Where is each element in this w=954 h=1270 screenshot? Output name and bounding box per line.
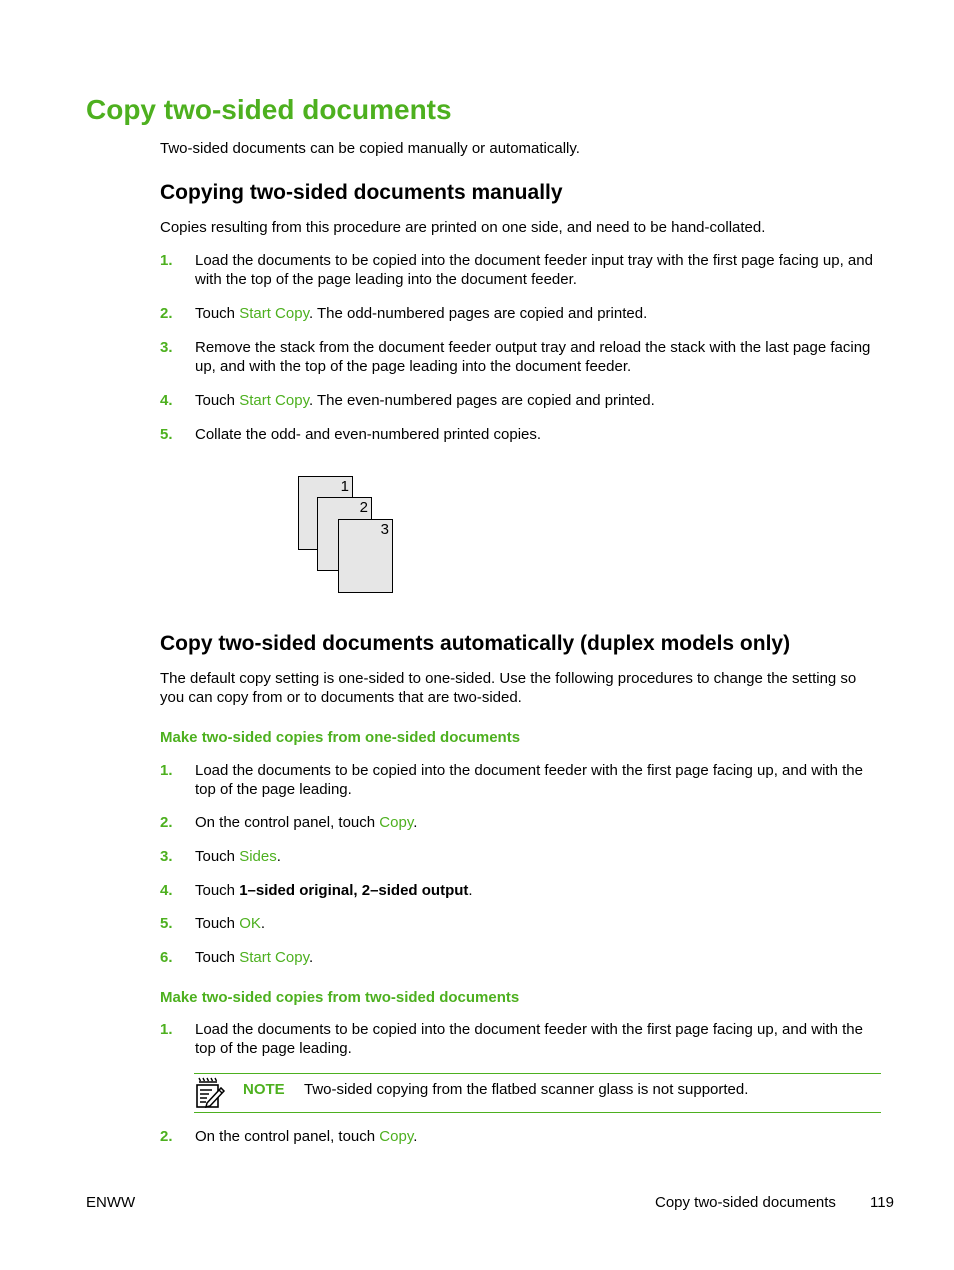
option-label: 1–sided original, 2–sided output <box>239 882 469 899</box>
collated-pages-illustration <box>296 475 398 597</box>
copy-link: Copy <box>379 1128 414 1145</box>
step-text: Load the documents to be copied into the document feeder input tray with the first page facing up, and with the top of the page leading into the document feeder. <box>195 252 873 288</box>
step-text: Touch Start Copy. <box>195 949 314 966</box>
intro-text: Two-sided documents can be copied manually or automatically. <box>160 140 580 157</box>
step-number: 5. <box>160 426 173 443</box>
step-number: 3. <box>160 339 173 356</box>
footer-left: ENWW <box>86 1194 136 1211</box>
footer-section-title: Copy two-sided documents <box>655 1194 836 1211</box>
page-title: Copy two-sided documents <box>86 94 452 125</box>
manual-intro-text: Copies resulting from this procedure are printed on one side, and need to be hand-collated. <box>160 219 766 236</box>
step-text: Touch Start Copy. The odd-numbered pages are copied and printed. <box>195 305 648 322</box>
step-number: 1. <box>160 252 173 269</box>
step-number: 4. <box>160 392 173 409</box>
step-text: Touch OK. <box>195 915 266 932</box>
step-number: 3. <box>160 848 173 865</box>
page-number: 3 <box>380 521 389 538</box>
page-number: 2 <box>359 499 368 516</box>
ok-link: OK <box>239 915 261 932</box>
page-number: 1 <box>340 478 349 495</box>
note-text: Two-sided copying from the flatbed scanner glass is not supported. <box>304 1081 749 1098</box>
step-text: Load the documents to be copied into the document feeder with the first page facing up, and with the top of the page leading. <box>195 762 863 798</box>
subheading-two-sided: Make two-sided copies from two-sided documents <box>160 989 520 1006</box>
start-copy-link: Start Copy <box>239 392 309 409</box>
step-number: 1. <box>160 1021 173 1038</box>
step-number: 2. <box>160 814 173 831</box>
footer-page-number: 119 <box>870 1194 894 1211</box>
step-number: 1. <box>160 762 173 779</box>
step-number: 2. <box>160 1128 173 1145</box>
start-copy-link: Start Copy <box>239 305 309 322</box>
step-text: On the control panel, touch Copy. <box>195 1128 418 1145</box>
step-number: 2. <box>160 305 173 322</box>
note-label: NOTE <box>243 1081 285 1098</box>
step-text: Touch 1–sided original, 2–sided output. <box>195 882 473 899</box>
step-number: 4. <box>160 882 173 899</box>
step-text: On the control panel, touch Copy. <box>195 814 418 831</box>
step-text: Remove the stack from the document feeder output tray and reload the stack with the last page facing up, and with the top of the page leading into the document feeder. <box>195 339 871 375</box>
step-number: 5. <box>160 915 173 932</box>
note-pencil-icon <box>195 1076 227 1108</box>
note-bottom-rule <box>194 1112 881 1113</box>
start-copy-link: Start Copy <box>239 949 309 966</box>
step-text: Collate the odd- and even-numbered printed copies. <box>195 426 542 443</box>
section-heading-manual: Copying two-sided documents manually <box>160 181 563 204</box>
subheading-one-sided: Make two-sided copies from one-sided documents <box>160 729 521 746</box>
step-text: Load the documents to be copied into the document feeder with the first page facing up, and with the top of the page leading. <box>195 1021 863 1057</box>
auto-intro-text: The default copy setting is one-sided to one-sided. Use the following procedures to change the setting so you can copy from or to documents that are two-sided. <box>160 670 857 706</box>
section-heading-auto: Copy two-sided documents automatically (duplex models only) <box>160 632 791 655</box>
page-3-sheet <box>338 519 393 593</box>
step-text: Touch Start Copy. The even-numbered pages are copied and printed. <box>195 392 655 409</box>
note-top-rule <box>194 1073 881 1074</box>
step-text: Touch Sides. <box>195 848 281 865</box>
step-number: 6. <box>160 949 173 966</box>
sides-link: Sides <box>239 848 277 865</box>
copy-link: Copy <box>379 814 414 831</box>
